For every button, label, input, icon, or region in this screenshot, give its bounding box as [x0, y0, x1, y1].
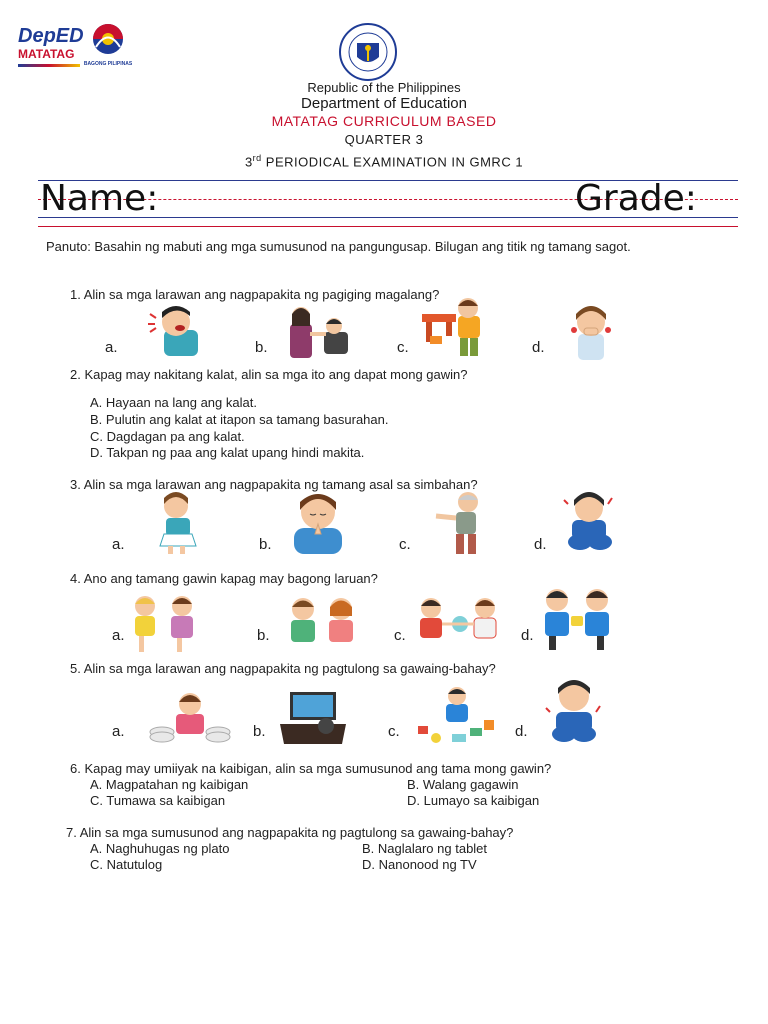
- q1-option-d-letter[interactable]: d.: [532, 339, 545, 356]
- q2-option-d[interactable]: D. Takpan ng paa ang kalat upang hindi makita.: [90, 445, 365, 460]
- q1-pic-a-shouting-boy[interactable]: [146, 304, 212, 356]
- q2-question: 2. Kapag may nakitang kalat, alin sa mga ito ang dapat mong gawin?: [70, 367, 468, 382]
- q6-option-d[interactable]: D. Lumayo sa kaibigan: [407, 793, 540, 808]
- q2-option-a[interactable]: A. Hayaan na lang ang kalat.: [90, 395, 257, 410]
- q5-pic-d-boy-hurt[interactable]: [542, 678, 606, 744]
- q7-option-a[interactable]: A. Naghuhugas ng plato: [90, 841, 230, 856]
- q3-pic-a-coughing-girl[interactable]: [150, 490, 206, 554]
- q7-option-b[interactable]: B. Naglalaro ng tablet: [362, 841, 488, 856]
- q6-option-b[interactable]: B. Walang gagawin: [407, 777, 519, 792]
- q5-option-b-letter[interactable]: b.: [253, 723, 266, 740]
- q5-pic-a-girl-washing-dishes[interactable]: [148, 690, 232, 746]
- department-text: Department of Education: [301, 95, 467, 112]
- q4-pic-a-two-girls[interactable]: [127, 594, 203, 654]
- q3-pic-b-praying-boy[interactable]: [288, 490, 348, 554]
- quarter-text: QUARTER 3: [344, 132, 424, 147]
- deped-logo: DepED MATATAG: [18, 26, 88, 68]
- q1-pic-c-boy-with-table[interactable]: [418, 296, 490, 358]
- republic-text: Republic of the Philippines: [307, 80, 461, 95]
- q6-option-c[interactable]: C. Tumawa sa kaibigan: [90, 793, 226, 808]
- q5-option-a-letter[interactable]: a.: [112, 723, 125, 740]
- q3-question: 3. Alin sa mga larawan ang nagpapakita ng tamang asal sa simbahan?: [70, 477, 478, 492]
- q3-option-b-letter[interactable]: b.: [259, 536, 272, 553]
- deped-seal-icon: [339, 23, 397, 81]
- q6-question: 6. Kapag may umiiyak na kaibigan, alin sa mga sumusunod ang tama mong gawin?: [70, 761, 552, 776]
- q4-option-c-letter[interactable]: c.: [394, 627, 406, 644]
- exam-title: 3rd PERIODICAL EXAMINATION IN GMRC 1: [244, 153, 524, 170]
- instructions: Panuto: Basahin ng mabuti ang mga sumusunod na pangungusap. Bilugan ang titik ng tamang sagot.: [46, 239, 631, 254]
- writing-line-bottom: [38, 226, 738, 227]
- q2-option-c[interactable]: C. Dagdagan pa ang kalat.: [90, 429, 245, 444]
- q4-pic-b-boy-and-girl[interactable]: [285, 596, 361, 656]
- q1-pic-d-girl-covering-mouth[interactable]: [566, 304, 616, 360]
- q4-pic-c-kids-pulling-toy[interactable]: [414, 594, 508, 656]
- q2-option-b[interactable]: B. Pulutin ang kalat at itapon sa tamang basurahan.: [90, 412, 389, 427]
- q3-option-c-letter[interactable]: c.: [399, 536, 411, 553]
- bagong-pilipinas-logo: BAGONG PILIPINAS: [82, 22, 134, 66]
- q3-pic-c-old-man[interactable]: [430, 490, 490, 556]
- q4-pic-d-two-boys-sharing[interactable]: [541, 586, 613, 652]
- q5-pic-b-tablet-on-sofa[interactable]: [278, 690, 348, 746]
- q5-option-c-letter[interactable]: c.: [388, 723, 400, 740]
- q4-option-d-letter[interactable]: d.: [521, 627, 534, 644]
- q1-option-b-letter[interactable]: b.: [255, 339, 268, 356]
- q3-option-d-letter[interactable]: d.: [534, 536, 547, 553]
- q7-option-d[interactable]: D. Nanonood ng TV: [362, 857, 477, 872]
- q1-option-c-letter[interactable]: c.: [397, 339, 409, 356]
- q1-option-a-letter[interactable]: a.: [105, 339, 118, 356]
- name-label: Name:: [40, 178, 159, 219]
- grade-label: Grade:: [575, 178, 697, 219]
- bagong-pilipinas-emblem-icon: [82, 22, 134, 56]
- deped-seal: [339, 23, 397, 81]
- q5-option-d-letter[interactable]: d.: [515, 723, 528, 740]
- q1-question: 1. Alin sa mga larawan ang nagpapakita ng pagiging magalang?: [70, 287, 440, 302]
- q7-question: 7. Alin sa mga sumusunod ang nagpapakita ng pagtulong sa gawaing-bahay?: [66, 825, 514, 840]
- q6-option-a[interactable]: A. Magpatahan ng kaibigan: [90, 777, 249, 792]
- q1-pic-b-mano-greeting[interactable]: [284, 304, 356, 358]
- q4-option-b-letter[interactable]: b.: [257, 627, 270, 644]
- curriculum-text: MATATAG CURRICULUM BASED: [271, 113, 497, 129]
- q7-option-c[interactable]: C. Natutulog: [90, 857, 163, 872]
- q5-pic-c-boy-with-toys[interactable]: [412, 686, 500, 748]
- q5-question: 5. Alin sa mga larawan ang nagpapakita ng pagtulong sa gawaing-bahay?: [70, 661, 496, 676]
- q3-option-a-letter[interactable]: a.: [112, 536, 125, 553]
- q4-option-a-letter[interactable]: a.: [112, 627, 125, 644]
- q4-question: 4. Ano ang tamang gawin kapag may bagong laruan?: [70, 571, 378, 586]
- q3-pic-d-boy-hurt-knee[interactable]: [560, 490, 618, 554]
